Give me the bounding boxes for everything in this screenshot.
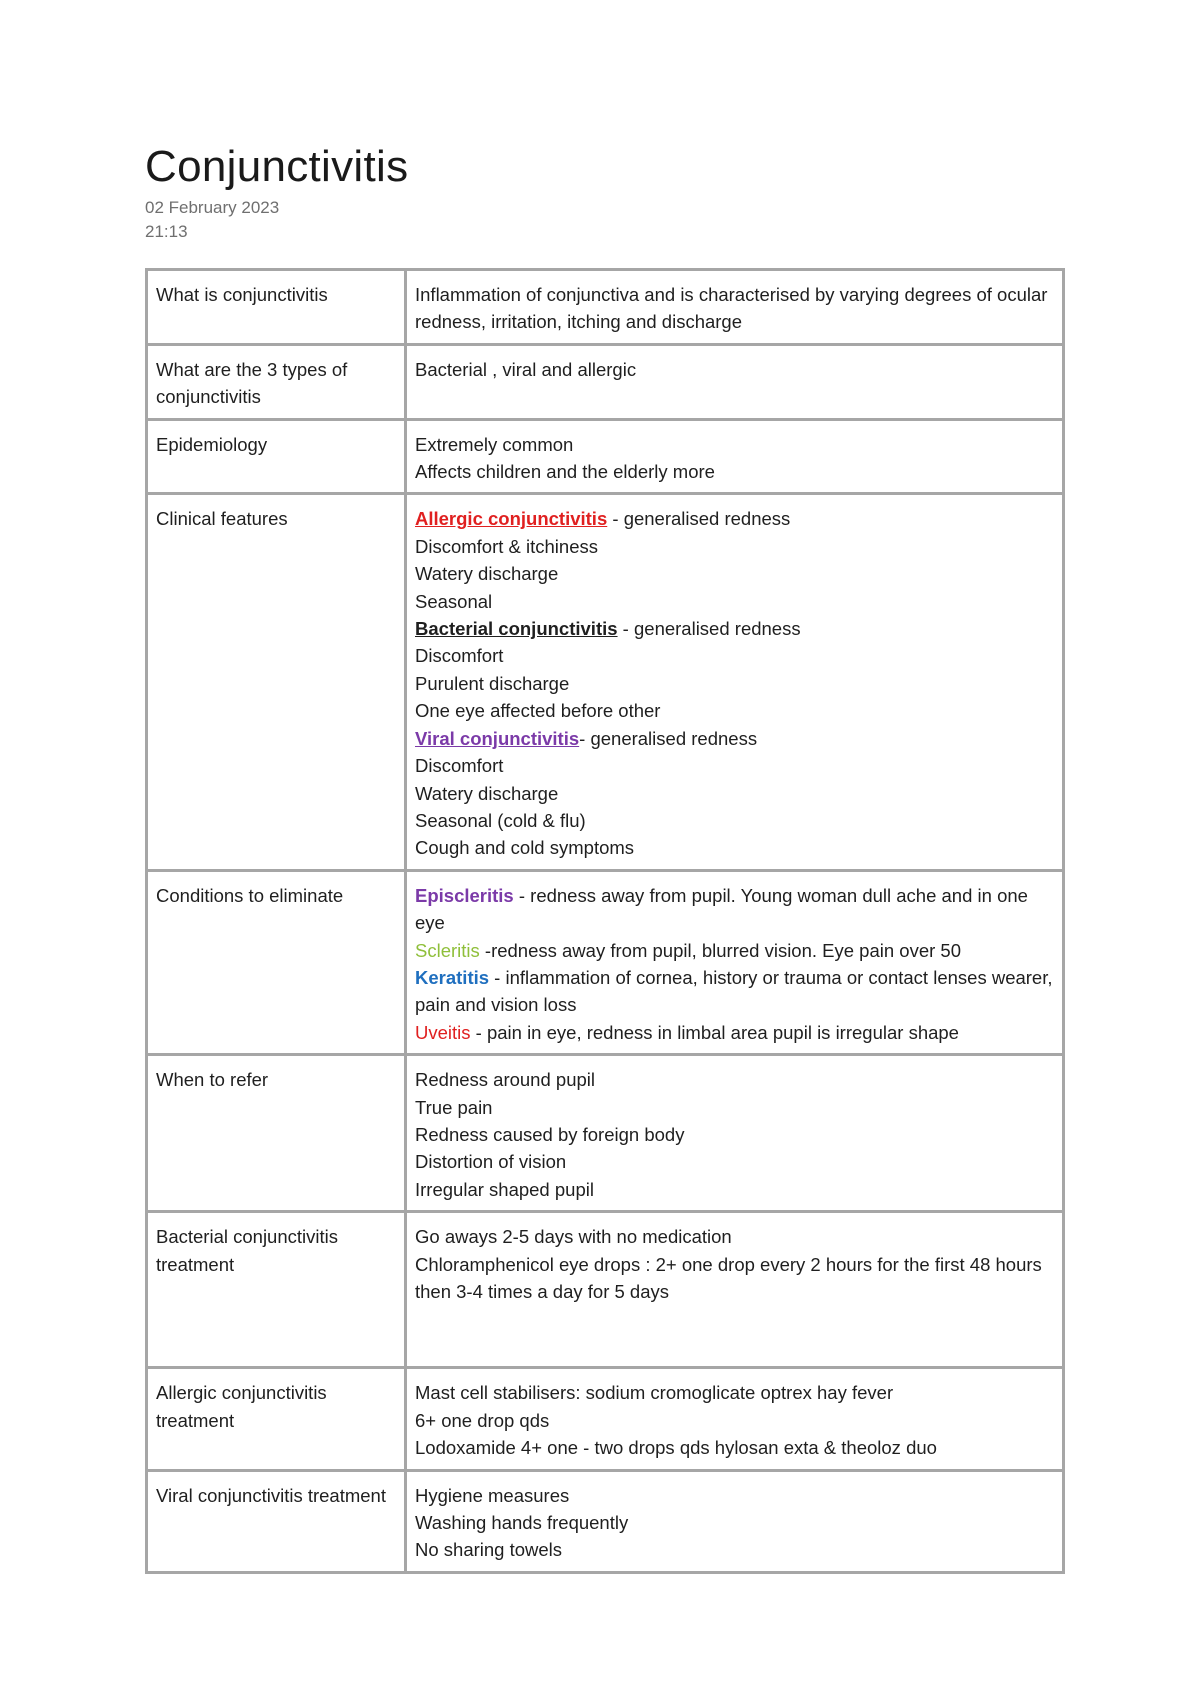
answer-cell — [406, 1470, 1064, 1572]
uveitis-line — [415, 1019, 1054, 1046]
answer-line: Go aways 2-5 days with no medication — [415, 1226, 732, 1248]
bacterial-heading-line — [415, 615, 1054, 642]
answer-line: Affects children and the elderly more — [415, 461, 715, 483]
question-cell: Epidemiology — [147, 419, 406, 494]
answer-line: One eye affected before other — [415, 700, 661, 722]
table-row-allergic-treatment — [147, 1368, 1064, 1470]
answer-line: Chloramphenicol eye drops : 2+ one drop every 2 hours for the first 48 hours then 3-4 times a day for 5 days — [415, 1253, 1042, 1302]
answer-line: Distortion of vision — [415, 1151, 567, 1173]
table-row-when-to-refer — [147, 1055, 1064, 1212]
answer-line: Redness caused by foreign body — [415, 1123, 685, 1145]
answer-line: Watery discharge — [415, 563, 559, 585]
answer-line: Extremely common — [415, 433, 574, 455]
term-description: - pain in eye, redness in limbal area pupil is irregular shape — [470, 1021, 959, 1043]
table-row-bacterial-treatment — [147, 1212, 1064, 1368]
question-cell: Clinical features — [147, 494, 406, 870]
answer-cell: Bacterial , viral and allergic — [406, 344, 1064, 419]
question-cell: Bacterial conjunctivitis treatment — [147, 1212, 406, 1368]
heading-suffix: - generalised redness — [607, 508, 791, 530]
notes-table — [145, 268, 1065, 1574]
term-description: - redness away from pupil. Young woman dull ache and in one eye — [415, 884, 1028, 934]
answer-line: Discomfort & itchiness — [415, 535, 598, 557]
answer-line: No sharing towels — [415, 1539, 563, 1561]
term-description: - inflammation of cornea, history or trauma or contact lenses wearer, pain and vision loss — [415, 966, 1053, 1016]
bacterial-conjunctivitis-heading: Bacterial conjunctivitis — [415, 618, 618, 640]
answer-cell — [406, 494, 1064, 870]
answer-line: Purulent discharge — [415, 672, 570, 694]
term-description: -redness away from pupil, blurred vision. Eye pain over 50 — [479, 939, 962, 961]
answer-line: Hygiene measures — [415, 1484, 570, 1506]
table-row-definition — [147, 270, 1064, 345]
allergic-heading-line — [415, 505, 1054, 532]
allergic-conjunctivitis-heading: Allergic conjunctivitis — [415, 508, 608, 530]
keratitis-line — [415, 964, 1054, 1019]
uveitis-term: Uveitis — [415, 1021, 471, 1043]
answer-line: Seasonal (cold & flu) — [415, 809, 586, 831]
table-row-epidemiology — [147, 419, 1064, 494]
answer-line: Cough and cold symptoms — [415, 837, 635, 859]
question-cell: Viral conjunctivitis treatment — [147, 1470, 406, 1572]
answer-line: Irregular shaped pupil — [415, 1178, 594, 1200]
answer-line: Discomfort — [415, 755, 504, 777]
heading-suffix: - generalised redness — [617, 618, 801, 640]
answer-line: True pain — [415, 1096, 493, 1118]
question-cell: Allergic conjunctivitis treatment — [147, 1368, 406, 1470]
episcleritis-term: Episcleritis — [415, 884, 514, 906]
answer-line: Discomfort — [415, 645, 504, 667]
note-page — [145, 140, 1060, 1561]
table-row-viral-treatment — [147, 1470, 1064, 1572]
answer-line: Redness around pupil — [415, 1069, 595, 1091]
answer-line: Seasonal — [415, 590, 493, 612]
scleritis-term: Scleritis — [415, 939, 480, 961]
table-row-conditions-to-eliminate — [147, 870, 1064, 1054]
table-row-clinical-features — [147, 494, 1064, 870]
answer-line: 6+ one drop qds — [415, 1409, 550, 1431]
heading-suffix: - generalised redness — [579, 727, 758, 749]
blank-space — [415, 1305, 1054, 1359]
question-cell: What are the 3 types of conjunctivitis — [147, 344, 406, 419]
note-time: 21:13 — [145, 222, 188, 241]
answer-cell — [406, 870, 1064, 1054]
answer-line: Washing hands frequently — [415, 1512, 629, 1534]
answer-line: Watery discharge — [415, 782, 559, 804]
answer-line: Lodoxamide 4+ one - two drops qds hylosan exta & theoloz duo — [415, 1437, 937, 1459]
answer-line: Mast cell stabilisers: sodium cromoglicate optrex hay fever — [415, 1382, 894, 1404]
viral-heading-line — [415, 725, 1054, 752]
answer-cell — [406, 419, 1064, 494]
page-title: Conjunctivitis — [145, 142, 409, 191]
question-cell: When to refer — [147, 1055, 406, 1212]
answer-cell: Inflammation of conjunctiva and is characterised by varying degrees of ocular redness, irritation, itching and discharge — [406, 270, 1064, 345]
question-cell: What is conjunctivitis — [147, 270, 406, 345]
keratitis-term: Keratitis — [415, 966, 490, 988]
answer-cell — [406, 1055, 1064, 1212]
note-date: 02 February 2023 — [145, 198, 280, 217]
answer-cell — [406, 1368, 1064, 1470]
question-cell: Conditions to eliminate — [147, 870, 406, 1054]
viral-conjunctivitis-heading: Viral conjunctivitis — [415, 727, 580, 749]
table-row-types — [147, 344, 1064, 419]
scleritis-line — [415, 937, 1054, 964]
answer-cell — [406, 1212, 1064, 1368]
episcleritis-line — [415, 882, 1054, 937]
